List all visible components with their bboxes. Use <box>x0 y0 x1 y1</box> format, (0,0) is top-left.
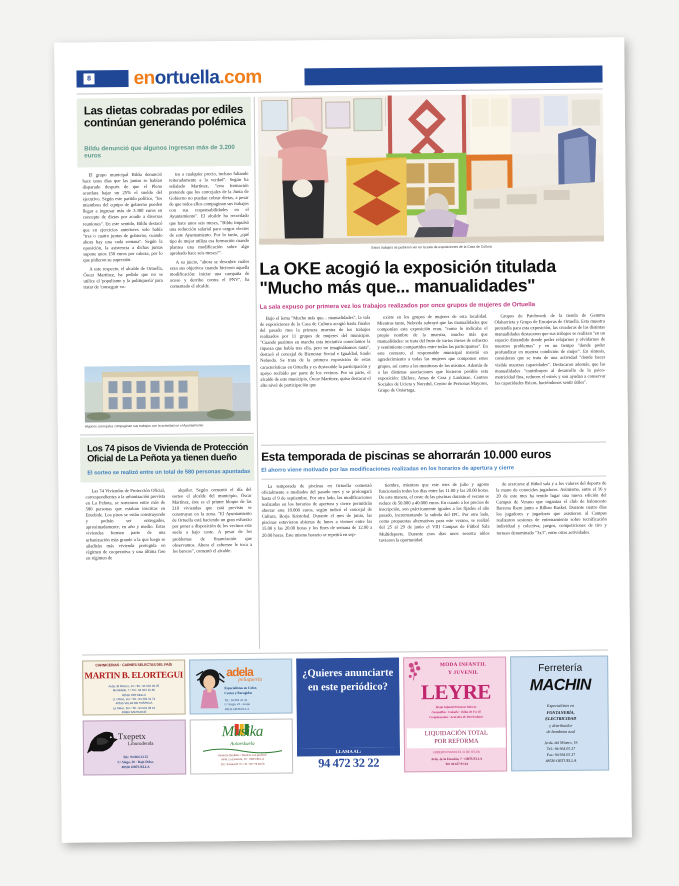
ad-machin-specialty-post: y distribuidor de bombona azul <box>546 722 576 735</box>
ad-txepetx-liburudenda[interactable] <box>83 720 187 776</box>
article-vivienda-body <box>85 487 252 644</box>
ad-leyre-address: Avda. de la Estación, 7 · ORTUELLA Tel. 94 657 91 64 <box>430 756 483 766</box>
article-dietas-subhead: Bildu denunció que algunos ingresan más de 3.200 euros <box>84 144 235 160</box>
ad-adela-logo-sub: peluquería <box>238 676 263 684</box>
article-vivienda-para-2: alquiler. Según comentó el día del sorteo el alcalde del municipio, Óscar Martínez, éste es el primer bloque de las 210 viviendas que está previsto se construyan en la zona. "El Ayuntamiento de Ortuella está haciendo un gran esfuerzo por poner a disposición de los vecinos este suelo a bajo coste. A pesar de los problemas de financiación que observamos. Ahora el esfuerzo le toca a los bancos", comentó el alcalde. <box>172 486 253 554</box>
ad-ferreteria-machin[interactable] <box>510 655 609 771</box>
logo-part-ortuella: ortuella <box>154 67 220 89</box>
ad-musika-sub: Autoeskuela <box>230 741 255 748</box>
logo-part-en: en <box>133 67 155 89</box>
article-oke-para-2: existe en los grupos de mujeres de esta localidad. Mientras tanto, Nebreda subrayó que las manualidades que componían esta exposición eran, "como lo indicaba el propio nombre de la muestra, mucho más que manualidades: se trata del fruto de varios meses de esfuerzo y sentimiento compartidos entre todas las participantes". En este contexto, el responsable municipal insistió en agradecimiento a todas las mujeres que componen estos grupos, así como a las monitoras de los mismos. Además de a las distintas asociaciones que hicieron posible esta exposición: Ekilore, Amas de Casa y Laukinae, Centros Sociales de Ucieta y Noredul, Centro de Personas Mayores, Grupo de Oniartaga, <box>377 313 489 393</box>
ad-leyre-category-line1: MODA INFANTIL <box>439 661 487 669</box>
ad-musika-autoeskuela[interactable] <box>190 718 294 774</box>
article-dietas-photo-caption: Algunos concejales compaginan sus trabajos con la actividad en el Ayuntamiento <box>84 423 204 429</box>
article-piscinas-rule <box>261 475 606 479</box>
article-vivienda-subhead: El sorteo se realizó entre un total de 580 personas apuntadas <box>87 468 251 477</box>
article-dietas-photo <box>84 365 251 423</box>
ad-leyre-category <box>422 661 504 677</box>
flower-decoration-icon <box>406 660 422 682</box>
ad-leyre-details: Moda Infantil Primeras Marcas Canastillas · Calzado · Tallas de 0 a 18 Complementos · Artículos de Puericultura <box>429 704 483 719</box>
article-oke-headline <box>259 256 604 297</box>
ad-advertise-question: ¿Quieres anunciarte en este periódico? <box>302 667 394 694</box>
article-dietas-para-2: A este respecto, el alcalde de Ortuella, Óscar Martínez, ha pedido que no se utilice el 'populismo y la politiquería' para tratar de 'conseguir vo- <box>83 265 163 290</box>
article-oke-para-1: Bajo el lema "Mucho más que... manualidades", la sala de exposiciones de la Casa de Cultura acogió hasta finales del pasado mes la primera muestra de los trabajos realizados por 11 grupos de mujeres del municipio. "Cuando pusimos en marcha esta iniciativa conocíamos la riqueza que había tras ella, pero no imaginábamos tanta", destacó el concejal de Bienestar Social e Igualdad, Saulo Nebreda. Se trata de la primera exposición de estas características en Ortuella y es destacable la participación y apoyo recibido por parte de los vecinos. Por su parte, el alcalde de este municipio, Óscar Martínez, quiso destacar el alto nivel de participación que <box>259 314 371 388</box>
article-oke-para-3: Grupos de Patchwork de la tienda de Gemma Olabarrieta y Grupo de Encajeras de Ortuella. Esta muestra pretendía para esta exposición, las creadoras de las distintas manualidades destacaron que sus trabajos se realizan "en un espacio distendido donde poder relajarnos y olvidarnos de nuestros problemas" y en un tiempo "donde poder profundizar en nuestra condición de mujer". En síntesis, consideran que se trata de una actividad "donde hacer visible nuestras capacidades". Destacaron además, que las manualidades "contribuyen al desarrollo de la psico-motricidad fina, reducen el estrés y son ayudan a conservar las capacidades físicas, haciéndonos sentir útiles". <box>494 312 606 386</box>
article-oke-headline-line2: "Mucho más que... manualidades" <box>259 275 536 298</box>
ad-adela-address: Tel.: 94 664 23 44 C/ Aiega, 23 - Lonja 48530 ORTUELLA <box>224 697 250 711</box>
ad-advertise-phone[interactable]: 94 472 32 22 <box>318 755 380 771</box>
article-dietas-headline: Las dietas cobradas por ediles continúan generando polémica <box>83 103 246 130</box>
article-dietas-para-1: El grupo municipal Bildu denunció hace unos días que las juntas se habían disparado después de que el Pleno acordara bajar un 25% el sueldo del ejecutivo. Según este partido político, "los miembros del equipo de gobierno pueden llegar a ingresar más de 3.300 euros en concepto de dietas por acudir a diversas reuniones". En este sentido, Bildu destacó que en ejercicios anteriores solo había "tres o cuatro juntas de gobierno, cuando ahora hay una cada semana". Según la oposición, la asistencia a dichas juntas supone unos 150 euros por cabeza, por lo que pidieron su supresión. <box>82 171 163 263</box>
logo-part-com: .com <box>219 66 262 89</box>
ad-leyre-moda[interactable] <box>403 656 507 772</box>
ad-musika-name: Musika <box>221 723 263 741</box>
newspaper-page-sheet <box>54 37 632 842</box>
article-oke-headline-line1: La OKE acogió la exposición titulada <box>259 255 556 279</box>
ad-machin-specialty-pre: Especialistas en <box>546 702 575 709</box>
article-dietas <box>77 97 254 434</box>
article-vivienda-headline: Los 74 pisos de Vivienda de Protección Oficial de La Peñota ya tienen dueño <box>87 441 249 464</box>
advertisement-grid <box>82 655 610 820</box>
ad-carniceria-addresses: Avda. El Minero, 14 • Tel.: 94 664 00 05 Mendialde, 7 • Tel.: 94 664 10 80 48530 ORTUELLA Ll. Olano, s/n • Tel.: 94 492 31 72 48510 VALLE DE TRÁPAGA La Salve, 5/n • Tel.: 94 601 08 16 48980 SANTURCE <box>108 683 160 715</box>
newspaper-page <box>54 37 632 842</box>
article-piscinas <box>261 447 608 648</box>
ad-txepetx-address: Tel.: 94 664 23 25 C/ Aiego, 20 · Bajo Dcha. 48530 ORTUELLA <box>117 754 154 770</box>
article-oke <box>258 93 606 441</box>
ad-musika-info: Horarios flexibles • Teóricas con profesor Avda. La Estación, 10 · ORTUELLA Tel.: 94 664 60 72 • Tf.: 657 79 66 66 <box>218 752 267 766</box>
ad-leyre-until: (ABIERTO HASTA EL 31 DE JULIO) <box>432 749 481 755</box>
ad-machin-name: MACHIN <box>529 676 591 695</box>
article-piscinas-subhead: El ahorro viene motivado por las modificaciones realizadas en los horarios de apertura y cierre <box>261 465 515 474</box>
article-piscinas-para-1: La temporada de piscinas en Ortuella comenzó oficialmente a mediados del pasado mes y se prolongará hasta el 9 de septiembre. Por otro lado, las modificaciones realizadas en los horarios de apertura y cierre permitirán ahorrar este 10.000 euros, según indicó el concejal de Cultura, Borja Kristobal. Durante el mes de junio, las piscinas estuvieron abiertas de lunes a viernes entre las 15.00 y las 20.00 horas y los fines de semana de 12.00 a 20.00 horas. Este mismo horario se repetirá en sep- <box>261 482 373 538</box>
article-dietas-body <box>82 171 250 363</box>
article-oke-subhead: La sala expuso por primera vez los trabajos realizados por once grupos de mujeres de Ortuella <box>259 301 536 311</box>
ad-machin-specialty-bold: FONTANERÍA, ELECTRICIDAD <box>545 709 577 722</box>
ad-advertise-here[interactable] <box>296 657 400 773</box>
article-piscinas-para-2: tiembre, mientras que este mes de julio y agosto funcionarán todos los días entre las 11.00 y las 20.00 horas. De esta manera, el coste de las piscinas durante el verano se reduce de 50.000 a 40.000 euros. En cuanto a los precios de inscripción, son prácticamente iguales a los fijados el año pasado, incrementando la subida del IPC. Por otro lado, como propuestas alternativas para este verano, se realizó del 25 al 29 de junio el VIII Campus de Fútbol Sala Multideporte. Durante esos días unos sesenta niños tuvieron la oportunidad <box>378 481 490 543</box>
ad-leyre-name: LEYRE <box>420 679 491 705</box>
ad-adela-peluqueria[interactable] <box>189 658 293 714</box>
bird-icon <box>87 729 119 755</box>
article-piscinas-body <box>261 480 608 643</box>
site-logo <box>133 67 261 90</box>
article-vivienda-para-1: Las 74 Viviendas de Protección Oficial, correspondientes a la urbanización prevista en La Peñota, se sortearon entre más de 580 personas que estaban inscritas en Etxebide. Los pisos se están construyendo y podrán ser entregados, aproximadamente, en año y medio. Estas viviendas forman parte de una urbanización más grande a la que luego se añadirán más vivienda protegida en régimen de cooperativa y una última fase en régimen de <box>85 487 166 561</box>
article-piscinas-headline: Esta temporada de piscinas se ahorrarán 10.000 euros <box>261 447 552 464</box>
divider-ads-top <box>82 649 608 655</box>
ad-leyre-category-line2: Y JUVENIL <box>448 669 479 676</box>
article-piscinas-para-3: de acercarse al fútbol sala y a los valores del deporte de la mano de conocidos jugadores. Asimismo, entre el 16 y 20 de este mes ha tenido lugar una nueva edición del Campus de Verano que organiza el club de baloncesto Barrena Ibern junto a Bilbao Basket. Durante cuatro días los jugadores y jugadoras que asistieron al Campus realizaron sesiones de entrenamiento sobre tecnificación individual y colectiva, juegos, competiciones de tiro y torneos denominado "3x3", entre otras actividades. <box>496 480 607 536</box>
article-dietas-para-3: tos a cualquier precio, incluso faltando reiteradamente a la verdad". Según ha señalado Martínez, "esta formación pretende que los concejales de la Junta de Gobierno no puedan cobrar dietas, a pesar de que todos ellos compaginan sus trabajos con sus responsabilidades en el Ayuntamiento". El alcalde ha recordado que hace unos seis meses, "Bildu impulsó una reducción salarial para cargos electos de este Ayuntamiento. Por lo tanto, ¿qué tipo de mejor utiliza esa formación cuando plantea una modificación sobre algo aprobado hace seis meses?". <box>168 170 250 256</box>
ad-machin-specialty <box>520 703 602 736</box>
ad-machin-category: Ferretería <box>538 662 583 675</box>
ad-carniceria-name: MARTIN B. ELORTEGUI <box>84 669 184 681</box>
page-number: 8 <box>83 73 94 84</box>
ad-adela-specialty: Especialistas en Color, Cortes y Recogidos <box>224 685 257 695</box>
woman-hair-illustration-icon <box>193 666 225 712</box>
ad-machin-address: Avda. del Minero, 18 Tel.: 94 664 05 27 Fax: 94 664 05 27 48530 ORTUELLA <box>544 740 578 763</box>
ad-carniceria-elortegui[interactable] <box>82 660 186 716</box>
ad-advertise-call-label: LLAMA AL: <box>297 747 400 756</box>
masthead-right-bar <box>304 65 602 85</box>
article-oke-photo-caption: Estos trabajos se pudieron ver en la sala de exposiciones de la Casa de Cultura <box>371 244 492 250</box>
ad-txepetx-sub: Liburudenda <box>127 741 154 748</box>
ad-carniceria-tagline: CARNICERIAS · CARNES SELECTAS DEL PAÍS <box>95 662 172 668</box>
ad-txepetx-name: Txepetx <box>117 730 146 742</box>
ad-leyre-liquidation: LIQUIDACIÓN TOTAL POR REFORMA <box>407 727 506 748</box>
article-vivienda <box>80 436 256 651</box>
ad-adela-logo: adela <box>226 664 253 680</box>
article-oke-photo <box>258 93 604 244</box>
article-dietas-para-4: A su juicio, "ahora se descubre cuáles eran sus objetivos cuando hicieron aquella modificación: iniciar una campaña de acoso y derribo contra el PNV", ha comentado el alcalde. <box>169 258 250 289</box>
masthead <box>76 63 602 90</box>
